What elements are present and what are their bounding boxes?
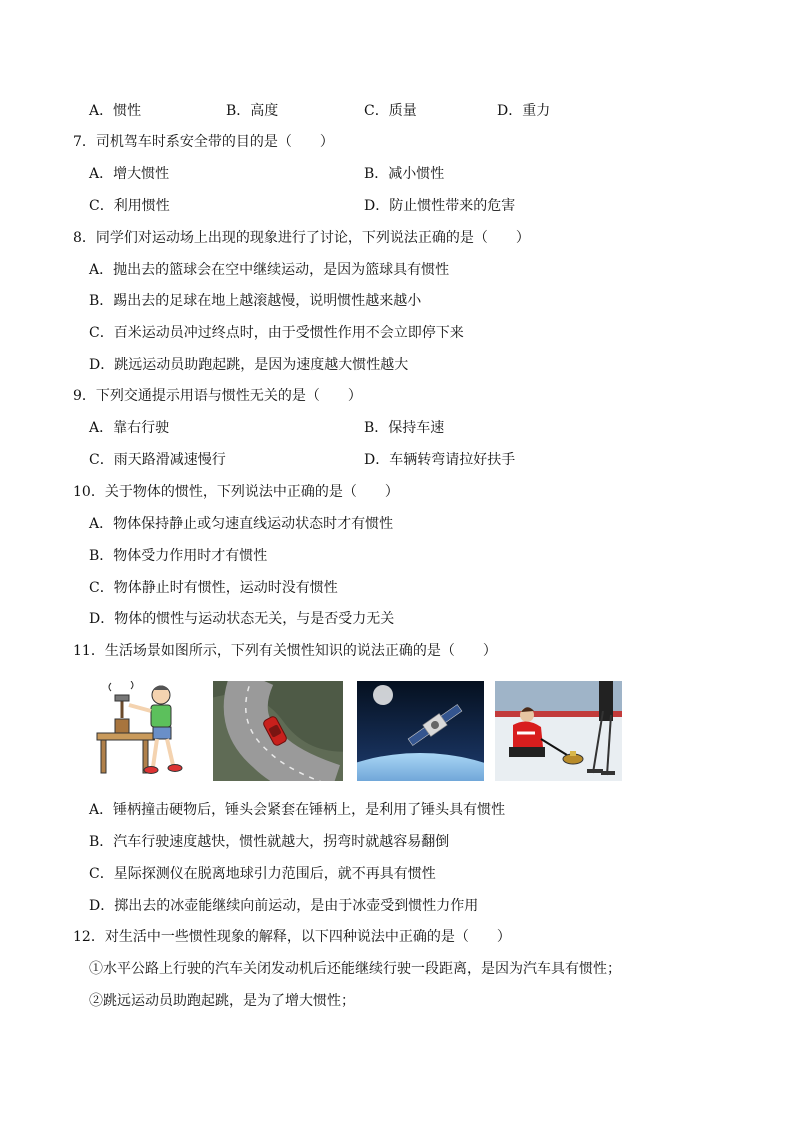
q7-option-c: C．利用惯性: [89, 198, 170, 214]
q9-option-b: B．保持车速: [364, 420, 445, 436]
q12-statement-1: ①水平公路上行驶的汽车关闭发动机后还能继续行驶一段距离，是因为汽车具有惯性；: [89, 961, 621, 977]
q7-option-a: A．增大惯性: [89, 166, 170, 182]
q9-option-a: A．靠右行驶: [89, 420, 170, 436]
car-on-curve-image: [213, 681, 343, 781]
q6-option-c: C．质量: [364, 103, 417, 119]
q8-option-b: B．踢出去的足球在地上越滚越慢，说明惯性越来越小: [89, 293, 422, 309]
q12-stem: 12．对生活中一些惯性现象的解释，以下四种说法中正确的是（ ）: [73, 929, 511, 945]
q10-stem: 10．关于物体的惯性，下列说法中正确的是（ ）: [73, 484, 399, 500]
q11-stem: 11．生活场景如图所示，下列有关惯性知识的说法正确的是（ ）: [73, 643, 497, 659]
q8-option-c: C．百米运动员冲过终点时，由于受惯性作用不会立即停下来: [89, 325, 464, 341]
q11-option-b: B．汽车行驶速度越快，惯性就越大，拐弯时就越容易翻倒: [89, 834, 450, 850]
q7-stem: 7．司机驾车时系安全带的目的是（ ）: [73, 134, 334, 150]
q6-option-b: B．高度: [226, 103, 279, 119]
q9-option-d: D．车辆转弯请拉好扶手: [364, 452, 516, 468]
q10-option-d: D．物体的惯性与运动状态无关，与是否受力无关: [89, 611, 395, 627]
q11-option-c: C．星际探测仪在脱离地球引力范围后，就不再具有惯性: [89, 866, 436, 882]
q11-option-d: D．掷出去的冰壶能继续向前运动，是由于冰壶受到惯性力作用: [89, 898, 479, 914]
q9-option-c: C．雨天路滑减速慢行: [89, 452, 226, 468]
q11-option-a: A．锤柄撞击硬物后，锤头会紧套在锤柄上，是利用了锤头具有惯性: [89, 802, 506, 818]
q10-option-c: C．物体静止时有惯性，运动时没有惯性: [89, 580, 338, 596]
space-probe-image: [357, 681, 484, 781]
curling-image: [495, 681, 622, 781]
q8-option-d: D．跳远运动员助跑起跳，是因为速度越大惯性越大: [89, 357, 409, 373]
q6-option-a: A．惯性: [89, 103, 142, 119]
q12-statement-2: ②跳远运动员助跑起跳，是为了增大惯性；: [89, 993, 355, 1009]
q8-option-a: A．抛出去的篮球会在空中继续运动，是因为篮球具有惯性: [89, 262, 450, 278]
q7-option-d: D．防止惯性带来的危害: [364, 198, 516, 214]
q10-option-b: B．物体受力作用时才有惯性: [89, 548, 268, 564]
q10-option-a: A．物体保持静止或匀速直线运动状态时才有惯性: [89, 516, 394, 532]
q8-stem: 8．同学们对运动场上出现的现象进行了讨论，下列说法正确的是（ ）: [73, 230, 530, 246]
q9-stem: 9．下列交通提示用语与惯性无关的是（ ）: [73, 388, 362, 404]
q6-option-d: D．重力: [497, 103, 551, 119]
q7-option-b: B．减小惯性: [364, 166, 445, 182]
hammer-cartoon-image: [93, 681, 195, 781]
